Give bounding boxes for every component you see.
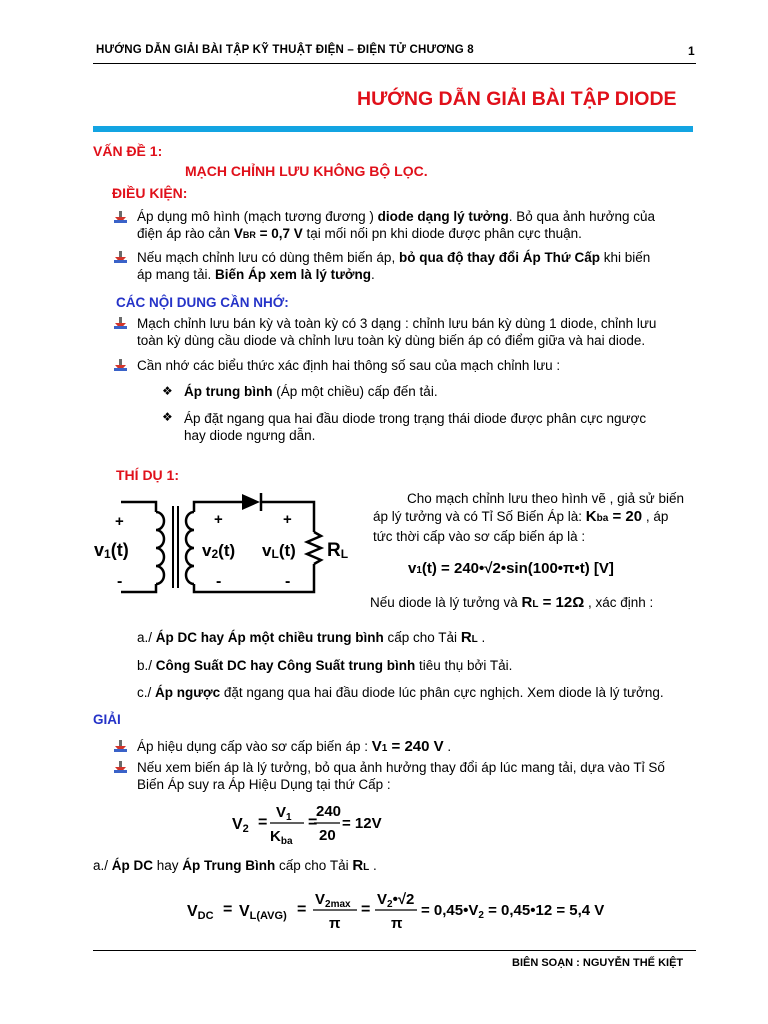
eq-sign: = [258,814,268,831]
eq-sign: = [308,814,318,831]
input-voltage-equation: v1(t) = 240•√2•sin(100•π•t) [V] [408,560,614,577]
v2-label: v2(t) [202,541,236,561]
title-bar [93,126,693,132]
example-text-line-3: tức thời cấp vào sơ cấp biến áp là : [373,529,586,544]
footer-rule [93,950,696,951]
problem-label: VẤN ĐỀ 1: [93,143,163,159]
remember-item-2: Cần nhớ các biểu thức xác định hai thông số sau của mạch chỉnh lưu : [137,358,561,373]
minus-sign: - [285,573,291,590]
arrow-bullet-icon [114,211,127,224]
conditions-heading: ĐIỀU KIỆN: [112,185,188,201]
example-text-line-1: Cho mạch chỉnh lưu theo hình vẽ , giả sử biến [407,491,684,506]
primary-coil [156,512,164,584]
vl-label: vL(t) [262,541,296,561]
arrow-bullet-icon [114,761,127,774]
load-resistor [307,532,321,564]
example-heading: THÍ DỤ 1: [116,467,179,483]
wire [121,584,156,592]
eq-sign: = [223,901,233,918]
running-header: HƯỚNG DẪN GIẢI BÀI TẬP KỸ THUẬT ĐIỆN – ĐIỆN TỬ CHƯƠNG 8 [96,44,474,56]
plus-sign: + [283,511,292,528]
remember-item-1: Mạch chỉnh lưu bán kỳ và toàn kỳ có 3 dạng : chỉnh lưu bán kỳ dùng 1 diode, chỉnh lưu toàn kỳ dùng cầu diode và chỉnh lưu toàn kỳ dùng biến áp có điểm giữa và hai diode. [137,316,657,348]
secondary-coil [186,512,194,584]
plus-sign: + [115,513,124,530]
rectifier-circuit-diagram [90,488,370,608]
eq-denominator: 20 [319,827,336,844]
question-c: c./ Áp ngược đặt ngang qua hai đầu diode lúc phân cực nghịch. Xem diode là lý tưởng. [137,685,664,700]
rl-label: RL [327,540,349,561]
page-title: HƯỚNG DẪN GIẢI BÀI TẬP DIODE [357,88,677,110]
dc-voltage-equation [185,886,615,936]
example-text-line-2: áp lý tưởng và có Tỉ Số Biến Áp là: Kba = 20 , áp [373,508,669,525]
minus-sign: - [216,573,222,590]
arrow-bullet-icon [114,740,127,753]
eq-denominator: π [391,915,403,932]
eq-sign: = [361,901,371,918]
solution-part-a: a./ Áp DC hay Áp Trung Bình cấp cho Tải RL . [93,857,377,874]
wire [121,502,156,512]
footer-author: BIÊN SOẠN : NGUYỄN THẾ KIỆT [512,957,684,969]
plus-sign: + [214,511,223,528]
eq-denominator: π [329,915,341,932]
diode-symbol [242,494,260,510]
eq-numerator: $V_{2max}$ [315,891,351,910]
eq-denominator: $K_{ba}$ [270,828,293,847]
eq-result: = $0,45•V_2$ = 0,45•12 = 5,4 V [421,902,605,921]
minus-sign: - [117,573,123,590]
diamond-bullet-icon: ❖ [162,410,173,424]
example-text-line-4: Nếu diode là lý tưởng và RL = 12Ω , xác định : [370,594,654,611]
eq-vl: VL(AVG) [239,903,287,922]
remember-subitem-2: Áp đặt ngang qua hai đầu diode trong trạng thái diode được phân cực ngược hay diode ngưng dẫn. [184,411,647,443]
header-rule [93,63,696,64]
v1-label: v1(t) [94,540,129,561]
solution-heading: GIẢI [93,712,121,727]
remember-heading: CÁC NỘI DUNG CẦN NHỚ: [116,295,289,310]
question-a: a./ Áp DC hay Áp một chiều trung bình cấp cho Tải RL . [137,629,486,646]
eq-numerator: $V_1$ [276,804,292,823]
arrow-bullet-icon [114,317,127,330]
question-b: b./ Công Suất DC hay Công Suất trung bình tiêu thụ bởi Tải. [137,658,513,673]
eq-lhs: V2 [232,816,249,835]
remember-subitem-1: Áp trung bình (Áp một chiều) cấp đến tải. [184,384,438,399]
condition-item-2: Nếu mạch chỉnh lưu có dùng thêm biến áp, bỏ qua độ thay đổi Áp Thứ Cấp khi biến áp mang tải. Biến Áp xem là lý tưởng. [137,250,651,282]
arrow-bullet-icon [114,251,127,264]
solution-item-1: Áp hiệu dụng cấp vào sơ cấp biến áp : V1 = 240 V . [137,738,452,755]
eq-vdc: VDC [187,903,214,922]
eq-numerator: $V_2•√2$ [377,891,415,910]
secondary-voltage-equation [228,798,408,848]
wire [194,564,314,592]
arrow-bullet-icon [114,359,127,372]
page-number: 1 [688,44,695,58]
diamond-bullet-icon: ❖ [162,384,173,398]
solution-item-2: Nếu xem biến áp là lý tưởng, bỏ qua ảnh hưởng thay đổi áp lúc mang tải, dựa vào Tỉ Số Biến Áp suy ra Áp Hiệu Dụng tại thứ Cấp : [137,760,665,792]
condition-item-1: Áp dụng mô hình (mạch tương đương ) diode dạng lý tưởng. Bỏ qua ảnh hưởng của điện áp rào cản VBR = 0,7 V tại mối nối pn khi diode được phân cực thuận. [137,209,656,241]
problem-subject: MẠCH CHỈNH LƯU KHÔNG BỘ LỌC. [185,163,428,179]
eq-numerator: 240 [316,803,342,820]
eq-sign: = [297,901,307,918]
eq-result: = 12V [342,815,382,832]
